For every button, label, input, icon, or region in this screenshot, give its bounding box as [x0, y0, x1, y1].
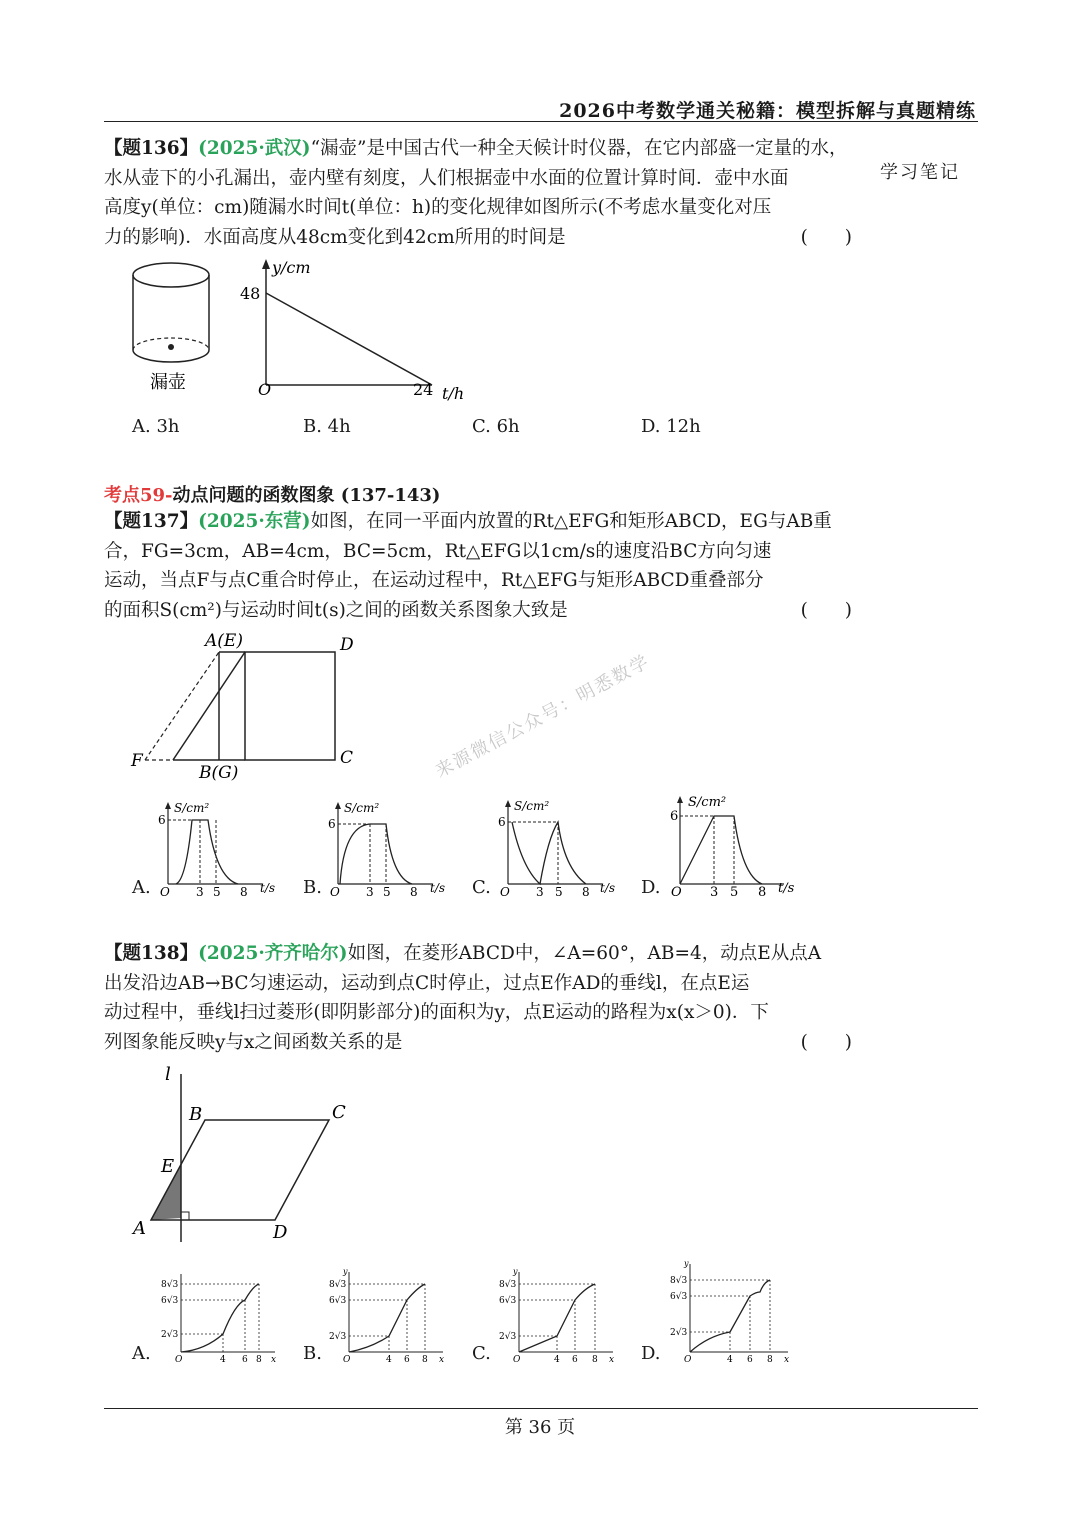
- question-136-answer-bracket: ( ): [800, 226, 852, 248]
- svg-text:S/cm²: S/cm²: [344, 801, 380, 815]
- q137-option-b: B.: [303, 877, 322, 898]
- question-137: [104, 507, 852, 625]
- svg-text:x: x: [784, 1355, 790, 1364]
- question-136-id: 【题136】: [104, 138, 199, 159]
- question-136-line-2: 水从壶下的小孔漏出，壶内壁有刻度，人们根据壶中水面的位置计算时间．壶中水面: [104, 167, 789, 189]
- question-138-id: 【题138】: [104, 943, 199, 964]
- svg-text:O: O: [684, 1355, 692, 1364]
- svg-text:3: 3: [536, 885, 544, 898]
- question-137-answer-bracket: ( ): [800, 599, 852, 621]
- svg-text:x: x: [439, 1355, 445, 1364]
- svg-text:8: 8: [767, 1355, 773, 1364]
- q136-option-a: A. 3h: [132, 416, 180, 437]
- rectangle-triangle-figure: [125, 628, 365, 788]
- question-138: [104, 939, 852, 1057]
- svg-text:O: O: [175, 1355, 183, 1364]
- watermark: 来源微信公众号：明悉数学: [431, 650, 654, 783]
- svg-text:6√3: 6√3: [161, 1296, 179, 1306]
- section-title: 动点问题的函数图象 (137-143): [172, 485, 441, 506]
- svg-text:8: 8: [422, 1355, 428, 1364]
- svg-text:6: 6: [404, 1355, 410, 1364]
- svg-text:6: 6: [670, 809, 679, 824]
- question-136-line-3: 高度y(单位：cm)随漏水时间t(单位：h)的变化规律如图所示(不考虑水量变化对压: [104, 197, 772, 219]
- q136-option-c: C. 6h: [472, 416, 520, 437]
- q138-option-d: D.: [641, 1343, 661, 1364]
- svg-text:x: x: [271, 1355, 277, 1364]
- svg-text:t/s: t/s: [778, 881, 795, 896]
- footer-rule: [104, 1408, 978, 1409]
- svg-text:t/s: t/s: [260, 881, 276, 895]
- x-value-label: 24: [413, 380, 434, 399]
- svg-text:2√3: 2√3: [670, 1328, 688, 1338]
- question-138-answer-bracket: ( ): [800, 1031, 852, 1053]
- origin-label: O: [258, 380, 272, 399]
- label-f: F: [131, 751, 143, 771]
- q138-graph-d: [664, 1258, 798, 1364]
- question-137-line-1: [104, 507, 852, 537]
- svg-text:6: 6: [747, 1355, 753, 1364]
- question-136-line-1: [104, 134, 852, 164]
- svg-text:8: 8: [256, 1355, 262, 1364]
- svg-text:O: O: [500, 885, 510, 898]
- question-138-source: (2025·齐齐哈尔): [198, 943, 348, 964]
- label-b-g: B(G): [199, 763, 239, 783]
- q137-graph-a: [152, 800, 282, 900]
- section-prefix: 考点59-: [104, 485, 173, 506]
- label-a-e: A(E): [205, 631, 243, 651]
- svg-text:6√3: 6√3: [670, 1292, 688, 1302]
- svg-text:8√3: 8√3: [161, 1280, 179, 1290]
- header-rule: [104, 121, 978, 122]
- svg-text:5: 5: [383, 885, 391, 899]
- question-136: [104, 134, 852, 252]
- svg-text:4: 4: [386, 1355, 392, 1364]
- water-level-graph: [232, 255, 482, 405]
- y-axis-label: y/cm: [272, 258, 311, 277]
- question-136-line-4: [104, 223, 852, 253]
- svg-text:S/cm²: S/cm²: [514, 799, 550, 813]
- label-c: C: [332, 1102, 346, 1123]
- section-heading: [104, 481, 440, 507]
- q138-graph-a: [155, 1270, 285, 1364]
- svg-text:4: 4: [727, 1355, 733, 1364]
- svg-text:4: 4: [220, 1355, 226, 1364]
- question-136-text-1: “漏壶”是中国古代一种全天候计时仪器，在它内部盛一定量的水，: [310, 138, 848, 159]
- question-136-source: (2025·武汉): [198, 138, 311, 159]
- svg-text:8: 8: [240, 885, 248, 899]
- svg-text:3: 3: [710, 885, 719, 898]
- svg-text:3: 3: [366, 885, 374, 899]
- question-136-text-4: 力的影响)．水面高度从48cm变化到42cm所用的时间是: [104, 226, 566, 248]
- svg-text:8√3: 8√3: [329, 1280, 347, 1290]
- question-137-text-1: 如图，在同一平面内放置的Rt△EFG和矩形ABCD，EG与AB重: [310, 511, 832, 532]
- label-c: C: [340, 748, 354, 768]
- question-137-line-2: 合，FG=3cm，AB=4cm，BC=5cm，Rt△EFG以1cm/s的速度沿BC方向匀速: [104, 540, 772, 562]
- svg-text:S/cm²: S/cm²: [688, 795, 727, 810]
- svg-text:8: 8: [582, 885, 590, 898]
- question-137-text-4: 的面积S(cm²)与运动时间t(s)之间的函数关系图象大致是: [104, 599, 568, 621]
- svg-text:5: 5: [555, 885, 563, 898]
- y-value-label: 48: [240, 284, 261, 303]
- svg-text:y: y: [684, 1259, 689, 1268]
- label-d: D: [340, 635, 354, 655]
- svg-text:O: O: [513, 1355, 521, 1364]
- page-number: 第 36 页: [504, 1417, 576, 1438]
- svg-text:y: y: [513, 1267, 518, 1276]
- question-138-text-4: 列图象能反映y与x之间函数关系的是: [104, 1031, 403, 1053]
- question-137-id: 【题137】: [104, 511, 199, 532]
- q137-option-c: C.: [472, 877, 491, 898]
- label-e: E: [161, 1156, 175, 1177]
- svg-text:y: y: [343, 1267, 348, 1276]
- svg-text:5: 5: [213, 885, 221, 899]
- svg-text:O: O: [330, 885, 340, 899]
- q138-graph-c: [495, 1266, 625, 1364]
- q137-graph-c: [492, 798, 622, 898]
- svg-text:8√3: 8√3: [670, 1276, 688, 1286]
- header-title: 2026中考数学通关秘籍：模型拆解与真题精练: [559, 100, 976, 122]
- q137-option-d: D.: [641, 877, 661, 898]
- q138-option-b: B.: [303, 1343, 322, 1364]
- svg-text:2√3: 2√3: [329, 1332, 347, 1342]
- q138-option-c: C.: [472, 1343, 491, 1364]
- label-b: B: [189, 1104, 203, 1125]
- q137-graph-b: [322, 800, 452, 900]
- svg-text:t/s: t/s: [600, 881, 616, 895]
- question-138-text-1: 如图，在菱形ABCD中，∠A=60°，AB=4，动点E从点A: [347, 943, 822, 964]
- q137-option-a: A.: [132, 877, 151, 898]
- svg-text:8: 8: [592, 1355, 598, 1364]
- svg-text:6: 6: [498, 815, 506, 829]
- svg-text:O: O: [160, 885, 170, 899]
- q137-graph-d: [662, 794, 802, 898]
- label-a: A: [133, 1218, 146, 1239]
- svg-text:2√3: 2√3: [499, 1332, 517, 1342]
- question-138-line-3: 动过程中，垂线l扫过菱形(即阴影部分)的面积为y，点E运动的路程为x(x＞0)．下: [104, 1002, 769, 1024]
- svg-text:4: 4: [554, 1355, 560, 1364]
- svg-text:3: 3: [196, 885, 204, 899]
- svg-text:x: x: [609, 1355, 615, 1364]
- svg-text:2√3: 2√3: [161, 1330, 179, 1340]
- study-notes-label: 学习笔记: [880, 162, 960, 183]
- svg-text:6: 6: [158, 813, 166, 827]
- vessel-figure: [118, 255, 228, 400]
- svg-text:6: 6: [572, 1355, 578, 1364]
- question-138-line-1: [104, 939, 852, 969]
- label-d: D: [273, 1222, 288, 1243]
- svg-text:6√3: 6√3: [499, 1296, 517, 1306]
- svg-text:O: O: [671, 885, 682, 898]
- rhombus-figure: [125, 1060, 365, 1250]
- svg-text:6√3: 6√3: [329, 1296, 347, 1306]
- svg-text:6: 6: [328, 817, 336, 831]
- question-138-line-2: 出发沿边AB→BC匀速运动，运动到点C时停止，过点E作AD的垂线l，在点E运: [104, 972, 750, 994]
- svg-text:8: 8: [410, 885, 418, 899]
- svg-text:5: 5: [730, 885, 739, 898]
- question-137-source: (2025·东营): [198, 511, 311, 532]
- svg-text:S/cm²: S/cm²: [174, 801, 210, 815]
- svg-text:O: O: [343, 1355, 351, 1364]
- question-137-line-4: [104, 596, 852, 626]
- vessel-label: 漏壶: [150, 372, 186, 393]
- q136-option-b: B. 4h: [303, 416, 351, 437]
- x-axis-label: t/h: [442, 384, 465, 403]
- label-l: l: [165, 1064, 171, 1085]
- q138-graph-b: [325, 1266, 455, 1364]
- svg-text:6: 6: [242, 1355, 248, 1364]
- svg-text:t/s: t/s: [430, 881, 446, 895]
- question-137-line-3: 运动，当点F与点C重合时停止，在运动过程中，Rt△EFG与矩形ABCD重叠部分: [104, 570, 764, 592]
- svg-text:8: 8: [758, 885, 767, 898]
- svg-text:8√3: 8√3: [499, 1280, 517, 1290]
- q136-option-d: D. 12h: [641, 416, 701, 437]
- question-138-line-4: [104, 1028, 852, 1058]
- q138-option-a: A.: [132, 1343, 151, 1364]
